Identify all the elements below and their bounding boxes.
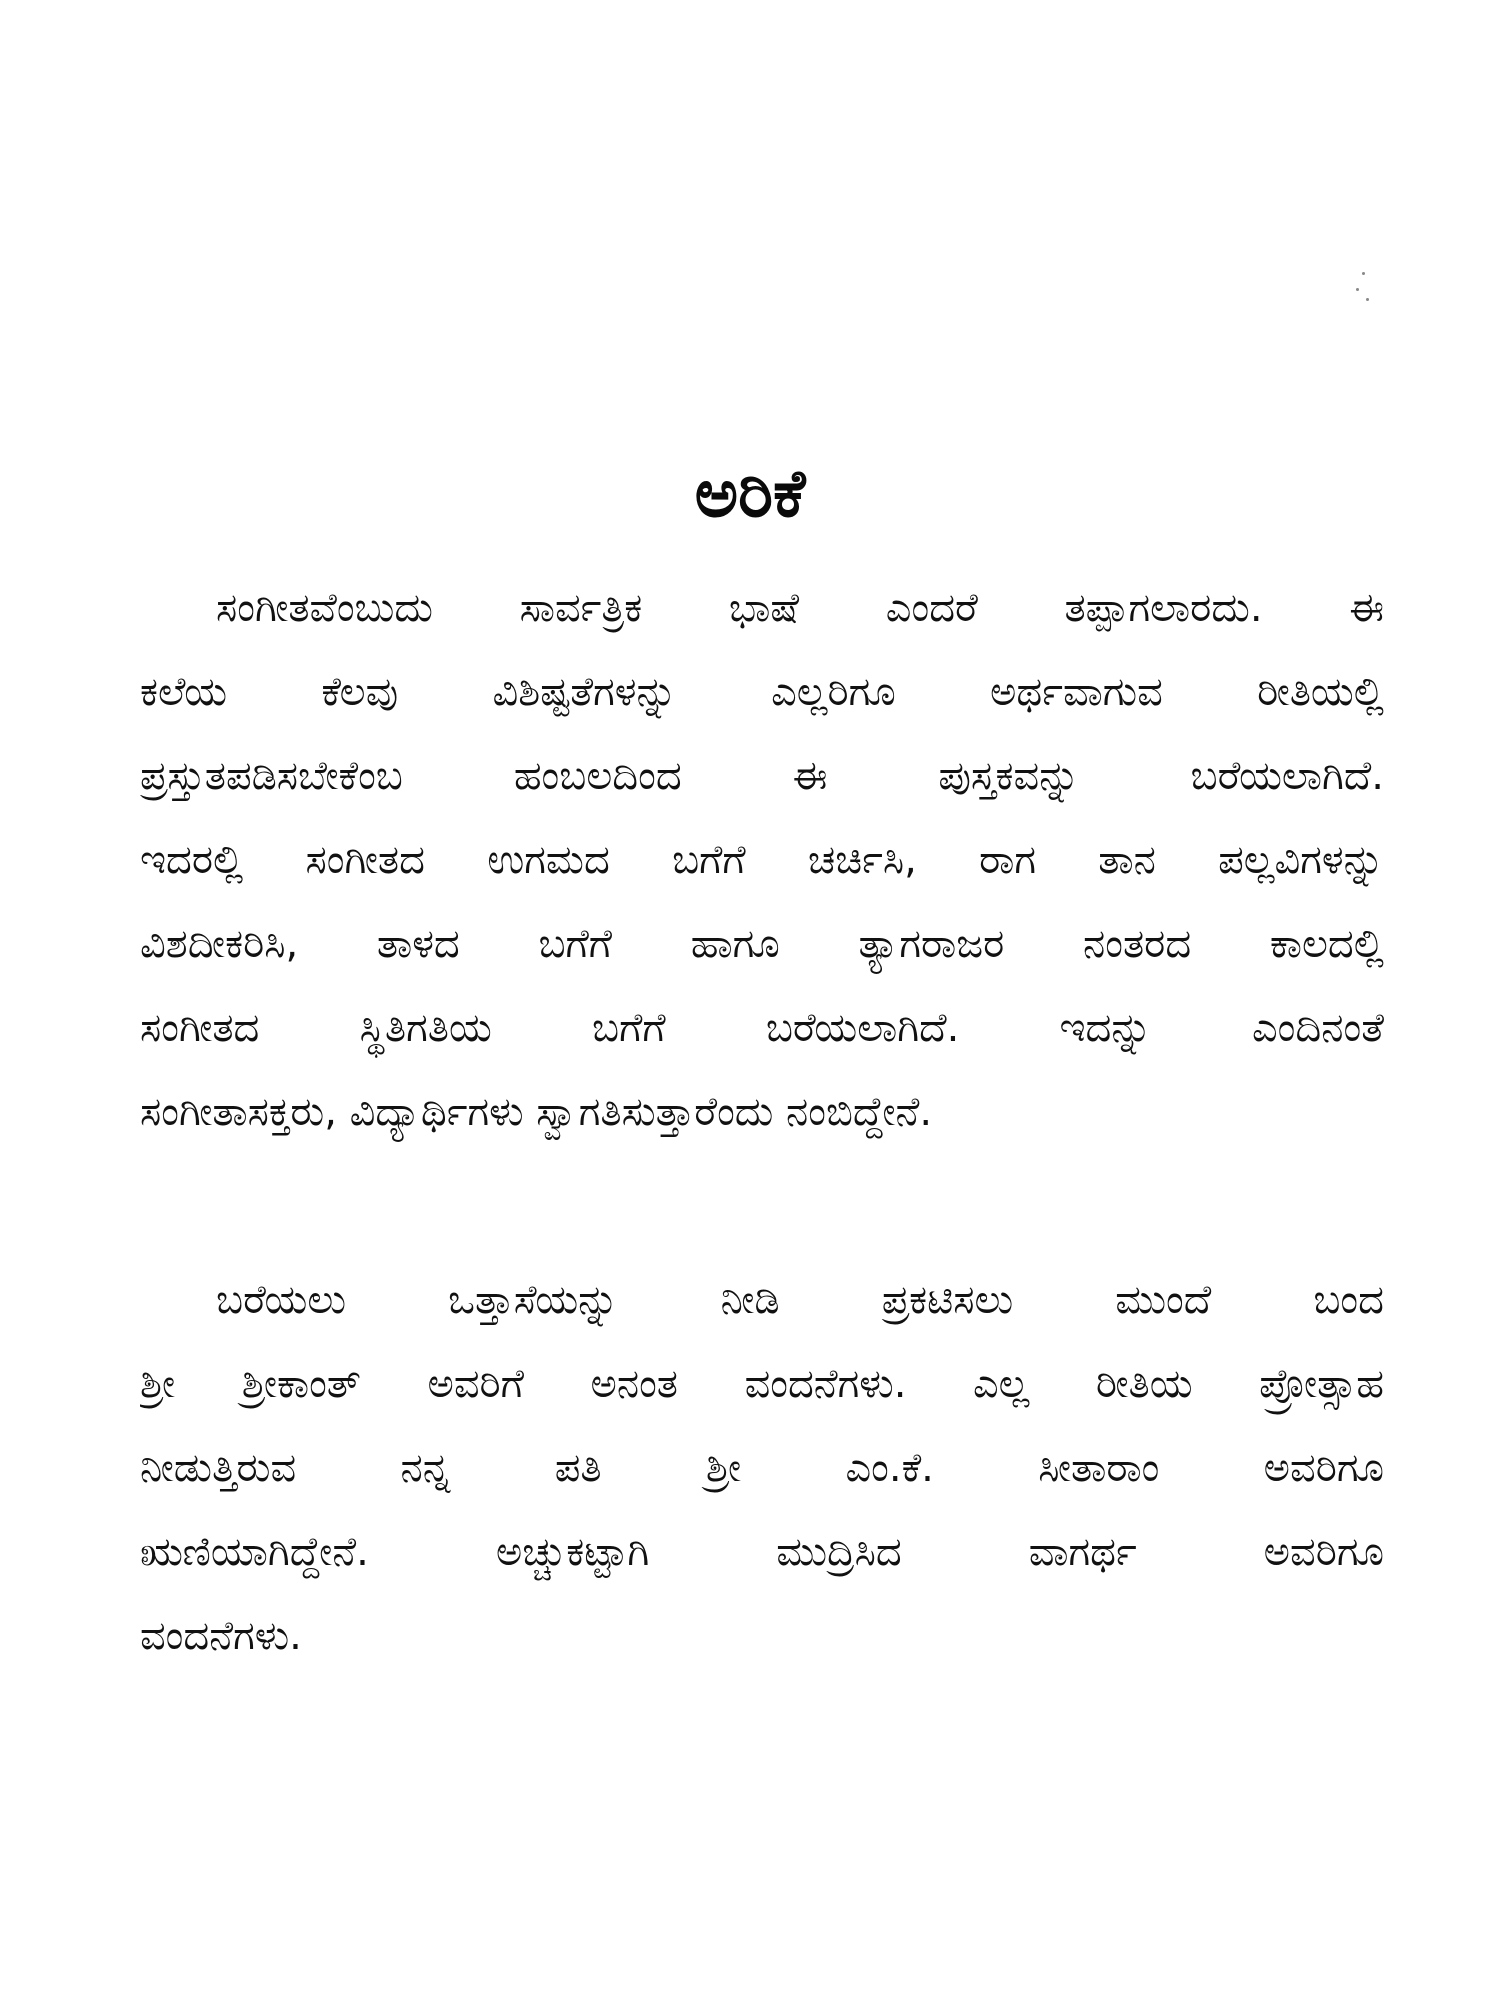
scan-speck [1362,272,1365,275]
text-line: ನೀಡುತ್ತಿರುವ ನನ್ನ ಪತಿ ಶ್ರೀ ಎಂ.ಕೆ. ಸೀತಾರಾಂ ಅವರಿಗೂ [140,1445,1384,1491]
text-line: ವಿಶದೀಕರಿಸಿ, ತಾಳದ ಬಗೆಗೆ ಹಾಗೂ ತ್ಯಾಗರಾಜರ ನಂತರದ ಕಾಲದಲ್ಲಿ [140,921,1384,967]
text-line: ಪ್ರಸ್ತುತಪಡಿಸಬೇಕೆಂಬ ಹಂಬಲದಿಂದ ಈ ಪುಸ್ತಕವನ್ನು ಬರೆಯಲಾಗಿದೆ. [140,753,1384,799]
text-line: ಸಂಗೀತವೆಂಬುದು ಸಾರ್ವತ್ರಿಕ ಭಾಷೆ ಎಂದರೆ ತಪ್ಪಾಗಲಾರದು. ಈ [216,585,1384,631]
scan-speck [1366,298,1369,301]
text-line: ಸಂಗೀತಾಸಕ್ತರು, ವಿದ್ಯಾರ್ಥಿಗಳು ಸ್ವಾಗತಿಸುತ್ತಾರೆಂದು ನಂಬಿದ್ದೇನೆ. [140,1089,933,1135]
text-line: ವಂದನೆಗಳು. [140,1613,302,1659]
text-line: ಋಣಿಯಾಗಿದ್ದೇನೆ. ಅಚ್ಚುಕಟ್ಟಾಗಿ ಮುದ್ರಿಸಿದ ವಾಗರ್ಥ ಅವರಿಗೂ [140,1529,1384,1575]
text-line: ಇದರಲ್ಲಿ ಸಂಗೀತದ ಉಗಮದ ಬಗೆಗೆ ಚರ್ಚಿಸಿ, ರಾಗ ತಾನ ಪಲ್ಲವಿಗಳನ್ನು [140,837,1384,883]
scan-speck [1356,288,1359,291]
paragraph-intro [140,566,1384,1154]
page-title: ಅರಿಕೆ [694,455,806,533]
text-line: ಶ್ರೀ ಶ್ರೀಕಾಂತ್ ಅವರಿಗೆ ಅನಂತ ವಂದನೆಗಳು. ಎಲ್ಲ ರೀತಿಯ ಪ್ರೋತ್ಸಾಹ [140,1361,1384,1407]
paragraph-acknowledgement [140,1258,1384,1678]
text-line: ಸಂಗೀತದ ಸ್ಥಿತಿಗತಿಯ ಬಗೆಗೆ ಬರೆಯಲಾಗಿದೆ. ಇದನ್ನು ಎಂದಿನಂತೆ [140,1005,1384,1051]
text-line: ಬರೆಯಲು ಒತ್ತಾಸೆಯನ್ನು ನೀಡಿ ಪ್ರಕಟಿಸಲು ಮುಂದೆ ಬಂದ [216,1277,1384,1323]
text-line: ಕಲೆಯ ಕೆಲವು ವಿಶಿಷ್ಟತೆಗಳನ್ನು ಎಲ್ಲರಿಗೂ ಅರ್ಥವಾಗುವ ರೀತಿಯಲ್ಲಿ [140,669,1384,715]
